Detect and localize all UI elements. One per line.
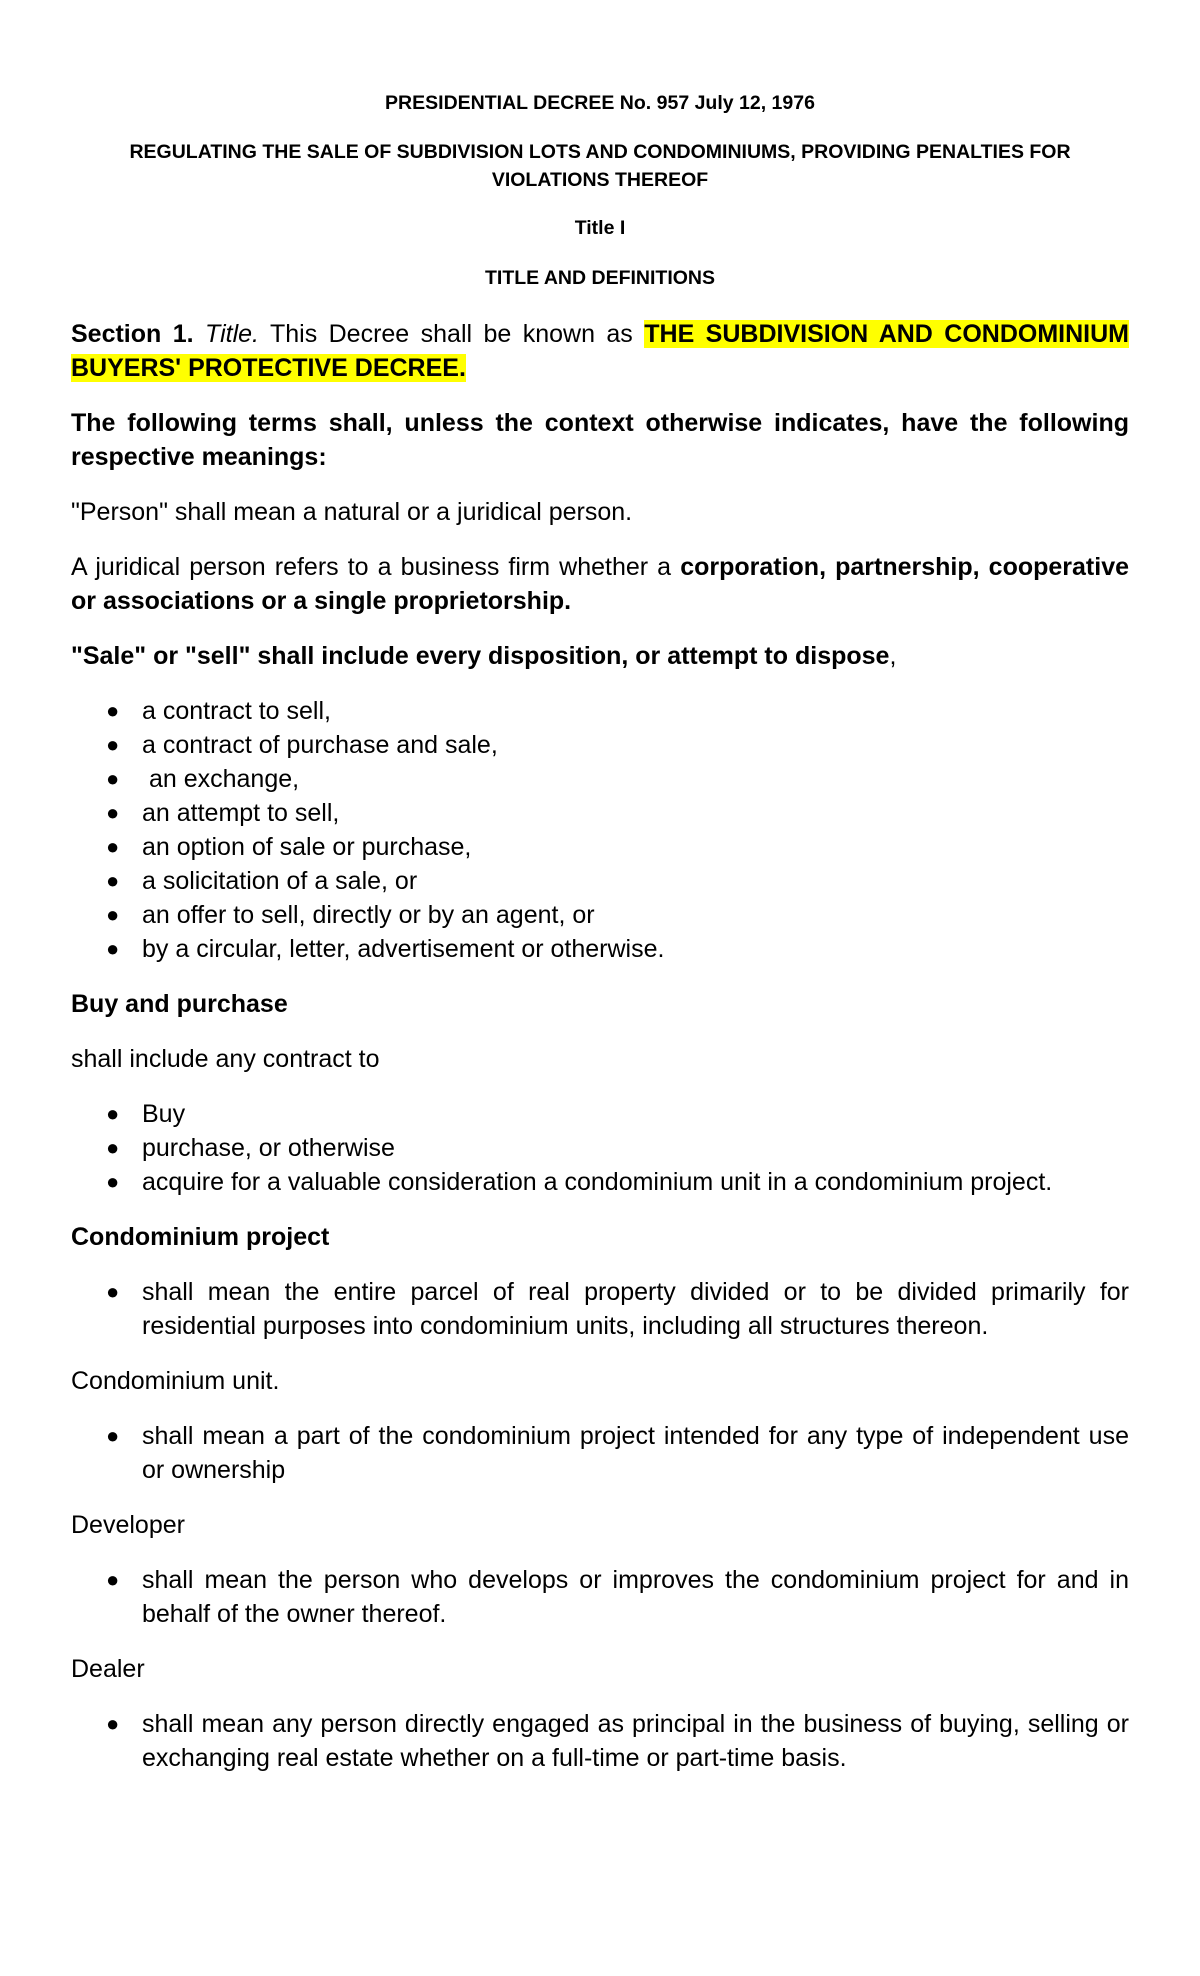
- list-item-text: a contract to sell,: [142, 697, 331, 725]
- section-1-label: Section 1.: [71, 320, 194, 348]
- list-item: [71, 1097, 1129, 1131]
- list-item-text: acquire for a valuable consideration a condominium unit in a condominium project.: [142, 1168, 1053, 1196]
- title-number-heading: Title I: [574, 217, 626, 239]
- list-item: [71, 830, 1129, 864]
- list-item: [71, 728, 1129, 762]
- list-item: [71, 864, 1129, 898]
- bullet-icon: ●: [106, 800, 120, 825]
- list-item: [71, 796, 1129, 830]
- buy-purchase-list: [71, 1097, 1129, 1199]
- list-item: [71, 898, 1129, 932]
- bullet-icon: ●: [106, 1711, 120, 1736]
- sale-definition: [71, 639, 1129, 673]
- bullet-icon: ●: [106, 1279, 120, 1304]
- list-item: [71, 932, 1129, 966]
- sale-tail: ,: [889, 642, 897, 670]
- bullet-icon: ●: [106, 1101, 120, 1126]
- bullet-icon: ●: [106, 936, 120, 961]
- list-item: [71, 1563, 1129, 1631]
- juridical-bold-text: corporation, partnership, cooperative or associations or a single proprietorship.: [71, 553, 1129, 615]
- buy-purchase-heading: Buy and purchase: [71, 990, 288, 1018]
- section-1-paragraph: [71, 317, 1129, 385]
- bullet-icon: ●: [106, 902, 120, 927]
- bullet-icon: ●: [106, 732, 120, 757]
- dealer-heading: Dealer: [71, 1655, 145, 1683]
- list-item: [71, 1165, 1129, 1199]
- list-item-text: an option of sale or purchase,: [142, 833, 472, 861]
- juridical-text: A juridical person refers to a business firm whether a: [71, 553, 681, 581]
- list-item-text: an attempt to sell,: [142, 799, 340, 827]
- decree-subject-heading: REGULATING THE SALE OF SUBDIVISION LOTS AND CONDOMINIUMS, PROVIDING PENALTIES FOR VIOLATIONS THEREOF: [129, 141, 1071, 191]
- list-item: [71, 1131, 1129, 1165]
- list-item-text: purchase, or otherwise: [142, 1134, 395, 1162]
- decree-heading: PRESIDENTIAL DECREE No. 957 July 12, 1976: [385, 92, 815, 114]
- developer-heading: Developer: [71, 1511, 185, 1539]
- list-item-text: a solicitation of a sale, or: [142, 867, 418, 895]
- list-item-text: an exchange,: [142, 765, 300, 793]
- bullet-icon: ●: [106, 1423, 120, 1448]
- bullet-icon: ●: [106, 1567, 120, 1592]
- bullet-icon: ●: [106, 766, 120, 791]
- developer-list: [71, 1563, 1129, 1631]
- list-item: [71, 694, 1129, 728]
- buy-purchase-subtext: shall include any contract to: [71, 1045, 380, 1073]
- bullet-icon: ●: [106, 1169, 120, 1194]
- list-item-text: an offer to sell, directly or by an agent, or: [142, 901, 595, 929]
- section-1-highlighted-name: THE SUBDIVISION AND CONDOMINIUM BUYERS' PROTECTIVE DECREE.: [71, 320, 1129, 382]
- condominium-unit-heading: Condominium unit.: [71, 1367, 280, 1395]
- title-name-heading: TITLE AND DEFINITIONS: [484, 267, 716, 289]
- sale-list: [71, 694, 1129, 966]
- list-item-text: shall mean any person directly engaged as principal in the business of buying, selling or exchanging real estate whether on a full-time or part-time basis.: [142, 1710, 1129, 1772]
- list-item-text: shall mean a part of the condominium project intended for any type of independent use or ownership: [142, 1422, 1129, 1484]
- list-item-text: shall mean the entire parcel of real property divided or to be divided primarily for residential purposes into condominium units, including all structures thereon.: [142, 1278, 1129, 1340]
- list-item-text: Buy: [142, 1100, 186, 1128]
- section-1-title-word: Title.: [205, 320, 259, 348]
- list-item: [71, 762, 1129, 796]
- condominium-unit-list: [71, 1419, 1129, 1487]
- sale-bold-text: "Sale" or "sell" shall include every disposition, or attempt to dispose: [71, 642, 890, 670]
- juridical-person-definition: [71, 550, 1129, 618]
- bullet-icon: ●: [106, 1135, 120, 1160]
- bullet-icon: ●: [106, 834, 120, 859]
- list-item: [71, 1707, 1129, 1775]
- list-item: [71, 1275, 1129, 1343]
- condominium-project-list: [71, 1275, 1129, 1343]
- condominium-project-heading: Condominium project: [71, 1223, 330, 1251]
- list-item-text: by a circular, letter, advertisement or otherwise.: [142, 935, 665, 963]
- bullet-icon: ●: [106, 868, 120, 893]
- person-definition: "Person" shall mean a natural or a juridical person.: [71, 498, 633, 526]
- definitions-intro: The following terms shall, unless the context otherwise indicates, have the following respective meanings:: [71, 409, 1129, 471]
- list-item: [71, 1419, 1129, 1487]
- list-item-text: shall mean the person who develops or improves the condominium project for and in behalf of the owner thereof.: [142, 1566, 1129, 1628]
- bullet-icon: ●: [106, 698, 120, 723]
- section-1-text: This Decree shall be known as: [258, 320, 645, 348]
- list-item-text: a contract of purchase and sale,: [142, 731, 498, 759]
- dealer-list: [71, 1707, 1129, 1775]
